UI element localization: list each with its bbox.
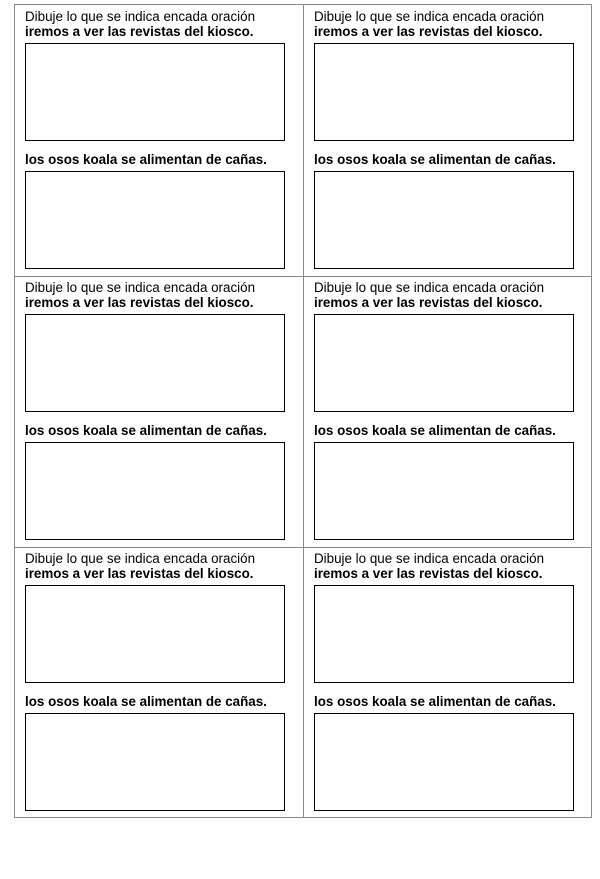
- instruction-text: Dibuje lo que se indica encada oración: [25, 551, 256, 566]
- sentence-prompt: los osos koala se alimentan de cañas.: [25, 152, 267, 167]
- instruction-text: Dibuje lo que se indica encada oración: [314, 551, 545, 566]
- worksheet-card: [15, 5, 304, 276]
- drawing-box[interactable]: [314, 314, 574, 412]
- worksheet-card: [304, 5, 593, 276]
- drawing-box[interactable]: [25, 585, 285, 683]
- worksheet-card: [15, 276, 304, 547]
- sentence-prompt: iremos a ver las revistas del kiosco.: [25, 566, 254, 581]
- drawing-box[interactable]: [25, 43, 285, 141]
- sentence-prompt: los osos koala se alimentan de cañas.: [314, 694, 556, 709]
- drawing-box[interactable]: [314, 442, 574, 540]
- sentence-prompt: los osos koala se alimentan de cañas.: [25, 423, 267, 438]
- sentence-prompt: iremos a ver las revistas del kiosco.: [25, 295, 254, 310]
- drawing-box[interactable]: [25, 171, 285, 269]
- drawing-box[interactable]: [314, 585, 574, 683]
- sentence-prompt: iremos a ver las revistas del kiosco.: [314, 24, 543, 39]
- instruction-text: Dibuje lo que se indica encada oración: [314, 9, 545, 24]
- drawing-box[interactable]: [314, 43, 574, 141]
- drawing-box[interactable]: [314, 713, 574, 811]
- sentence-prompt: iremos a ver las revistas del kiosco.: [314, 295, 543, 310]
- worksheet-card: [304, 547, 593, 818]
- worksheet-card: [15, 547, 304, 818]
- drawing-box[interactable]: [25, 314, 285, 412]
- sentence-prompt: iremos a ver las revistas del kiosco.: [25, 24, 254, 39]
- sentence-prompt: los osos koala se alimentan de cañas.: [314, 423, 556, 438]
- instruction-text: Dibuje lo que se indica encada oración: [314, 280, 545, 295]
- worksheet-card: [304, 276, 593, 547]
- drawing-box[interactable]: [25, 713, 285, 811]
- sentence-prompt: los osos koala se alimentan de cañas.: [314, 152, 556, 167]
- instruction-text: Dibuje lo que se indica encada oración: [25, 9, 256, 24]
- drawing-box[interactable]: [25, 442, 285, 540]
- worksheet-sheet: [14, 4, 592, 818]
- instruction-text: Dibuje lo que se indica encada oración: [25, 280, 256, 295]
- sentence-prompt: iremos a ver las revistas del kiosco.: [314, 566, 543, 581]
- drawing-box[interactable]: [314, 171, 574, 269]
- sentence-prompt: los osos koala se alimentan de cañas.: [25, 694, 267, 709]
